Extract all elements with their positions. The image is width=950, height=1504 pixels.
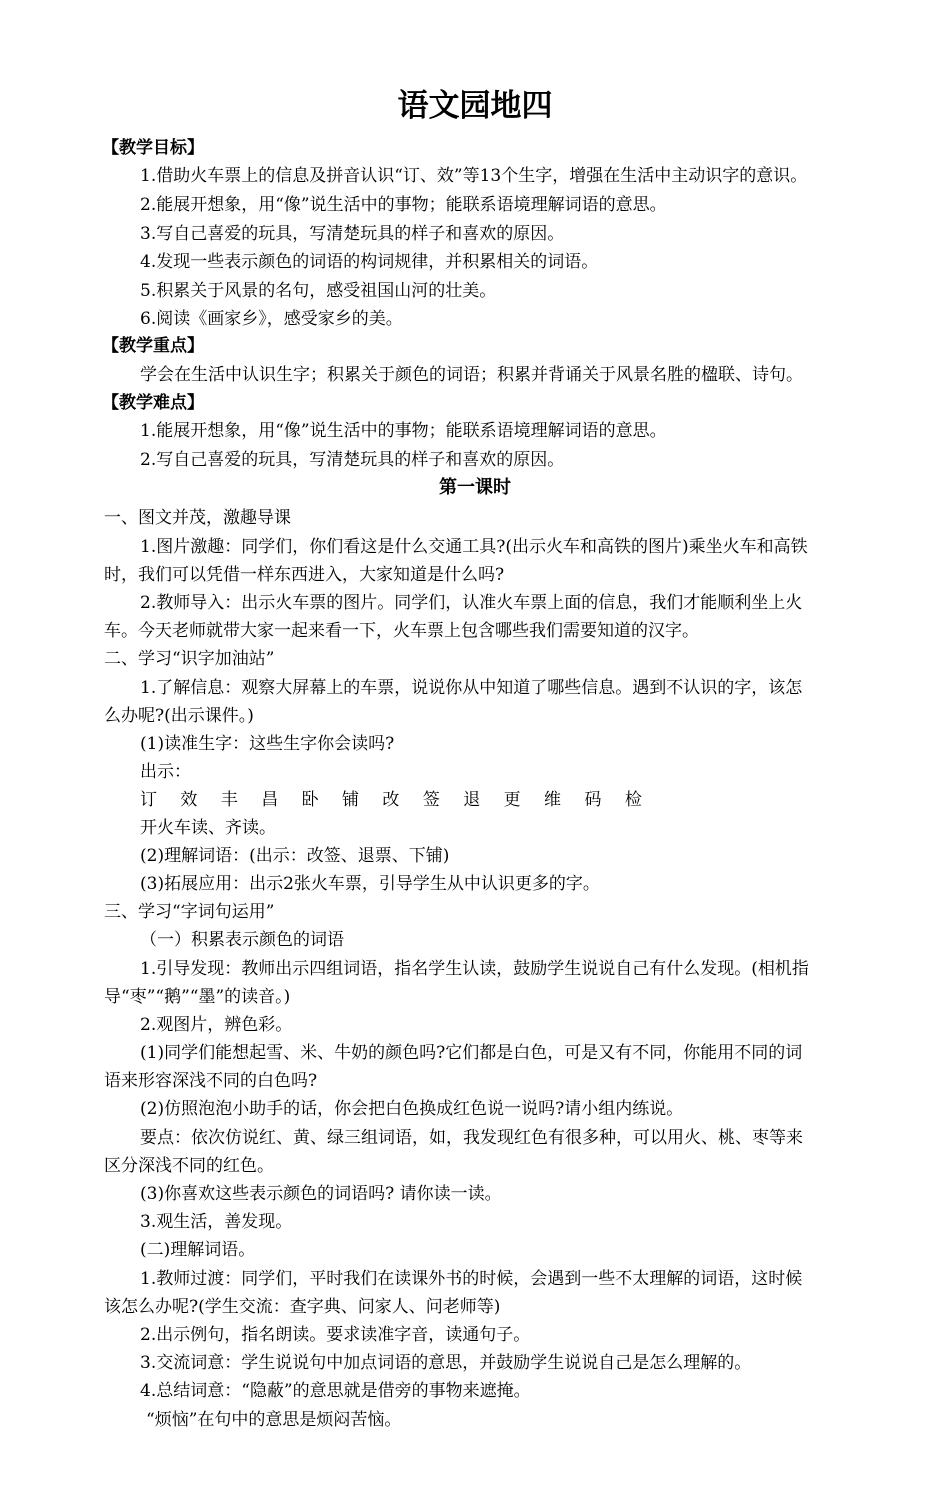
paragraph-line: 出示： — [140, 762, 191, 782]
paragraph-line: 1.教师过渡：同学们，平时我们在读课外书的时候，会遇到一些不太理解的词语，这时候 — [140, 1269, 803, 1289]
paragraph-line: 么办呢?(出示课件。) — [104, 706, 254, 726]
page-title: 语文园地四 — [397, 88, 553, 124]
subsection-heading: （一）积累表示颜色的词语 — [140, 930, 344, 950]
paragraph-line: 开火车读、齐读。 — [140, 818, 276, 838]
paragraph-line: 区分深浅不同的红色。 — [104, 1156, 274, 1176]
paragraph-line: (2)理解词语：(出示：改签、退票、下铺) — [140, 846, 450, 866]
paragraph-line: 要点：依次仿说红、黄、绿三组词语，如，我发现红色有很多种，可以用火、桃、枣等来 — [140, 1128, 803, 1148]
paragraph-line: (1)同学们能想起雪、米、牛奶的颜色吗?它们都是白色，可是又有不同，你能用不同的词 — [140, 1043, 803, 1063]
subsection-heading: (二)理解词语。 — [140, 1240, 256, 1260]
difficulty-item: 1.能展开想象，用“像”说生活中的事物；能联系语境理解词语的意思。 — [140, 421, 667, 441]
paragraph-line: 1.了解信息：观察大屏幕上的车票，说说你从中知道了哪些信息。遇到不认识的字，该怎 — [140, 678, 803, 698]
lesson-title: 第一课时 — [439, 477, 511, 498]
paragraph-line: 2.出示例句，指名朗读。要求读准字音，读通句子。 — [140, 1325, 531, 1345]
paragraph-line: 车。今天老师就带大家一起来看一下，火车票上包含哪些我们需要知道的汉字。 — [104, 621, 699, 641]
difficulties-heading: 【教学难点】 — [102, 393, 204, 413]
paragraph-line: (2)仿照泡泡小助手的话，你会把白色换成红色说一说吗?请小组内练说。 — [140, 1099, 684, 1119]
paragraph-line: 3.交流词意：学生说说句中加点词语的意思，并鼓励学生说说自己是怎么理解的。 — [140, 1353, 752, 1373]
paragraph-line: (3)拓展应用：出示2张火车票，引导学生从中认识更多的字。 — [140, 874, 600, 894]
paragraph-line: 1.引导发现：教师出示四组词语，指名学生认读，鼓励学生说说自己有什么发现。(相机指 — [140, 959, 809, 979]
paragraph-line: (3)你喜欢这些表示颜色的词语吗? 请你读一读。 — [140, 1184, 502, 1204]
paragraph-line: 3.观生活，善发现。 — [140, 1212, 293, 1232]
paragraph-line: 语来形容深浅不同的白色吗? — [104, 1071, 318, 1091]
goal-item: 4.发现一些表示颜色的词语的构词规律，并积累相关的词语。 — [140, 252, 599, 272]
paragraph-line: 2.观图片，辨色彩。 — [140, 1015, 293, 1035]
goal-item: 1.借助火车票上的信息及拼音认识“订、效”等13个生字，增强在生活中主动识字的意识。 — [140, 166, 808, 186]
goal-item: 3.写自己喜爱的玩具，写清楚玩具的样子和喜欢的原因。 — [140, 224, 565, 244]
goal-item: 2.能展开想象，用“像”说生活中的事物；能联系语境理解词语的意思。 — [140, 195, 667, 215]
paragraph-line: 2.教师导入：出示火车票的图片。同学们，认准火车票上面的信息，我们才能顺利坐上火 — [140, 593, 803, 613]
paragraph-line: 时，我们可以凭借一样东西进入，大家知道是什么吗? — [104, 565, 505, 585]
key-points-text: 学会在生活中认识生字；积累关于颜色的词语；积累并背诵关于风景名胜的楹联、诗句。 — [140, 365, 803, 385]
paragraph-line: (1)读准生字：这些生字你会读吗? — [140, 734, 395, 754]
goals-heading: 【教学目标】 — [102, 138, 204, 158]
difficulty-item: 2.写自己喜爱的玩具，写清楚玩具的样子和喜欢的原因。 — [140, 450, 565, 470]
paragraph-line: “烦恼”在句中的意思是烦闷苦恼。 — [146, 1410, 402, 1430]
paragraph-line: 该怎么办呢?(学生交流：查字典、问家人、问老师等) — [104, 1297, 501, 1317]
key-points-heading: 【教学重点】 — [102, 336, 204, 356]
goal-item: 5.积累关于风景的名句，感受祖国山河的壮美。 — [140, 281, 497, 301]
paragraph-line: 导“枣”“鹅”“墨”的读音。) — [104, 987, 291, 1007]
new-characters-list: 订 效 丰 昌 卧 铺 改 签 退 更 维 码 检 — [140, 790, 651, 810]
goal-item: 6.阅读《画家乡》，感受家乡的美。 — [140, 309, 403, 329]
paragraph-line: 1.图片激趣：同学们，你们看这是什么交通工具?(出示火车和高铁的图片)乘坐火车和高铁 — [140, 537, 808, 557]
section-heading: 一、图文并茂，激趣导课 — [104, 508, 291, 528]
paragraph-line: 4.总结词意：“隐蔽”的意思就是借旁的事物来遮掩。 — [140, 1381, 531, 1401]
section-heading: 二、学习“识字加油站” — [104, 649, 275, 669]
section-heading: 三、学习“字词句运用” — [104, 902, 275, 922]
